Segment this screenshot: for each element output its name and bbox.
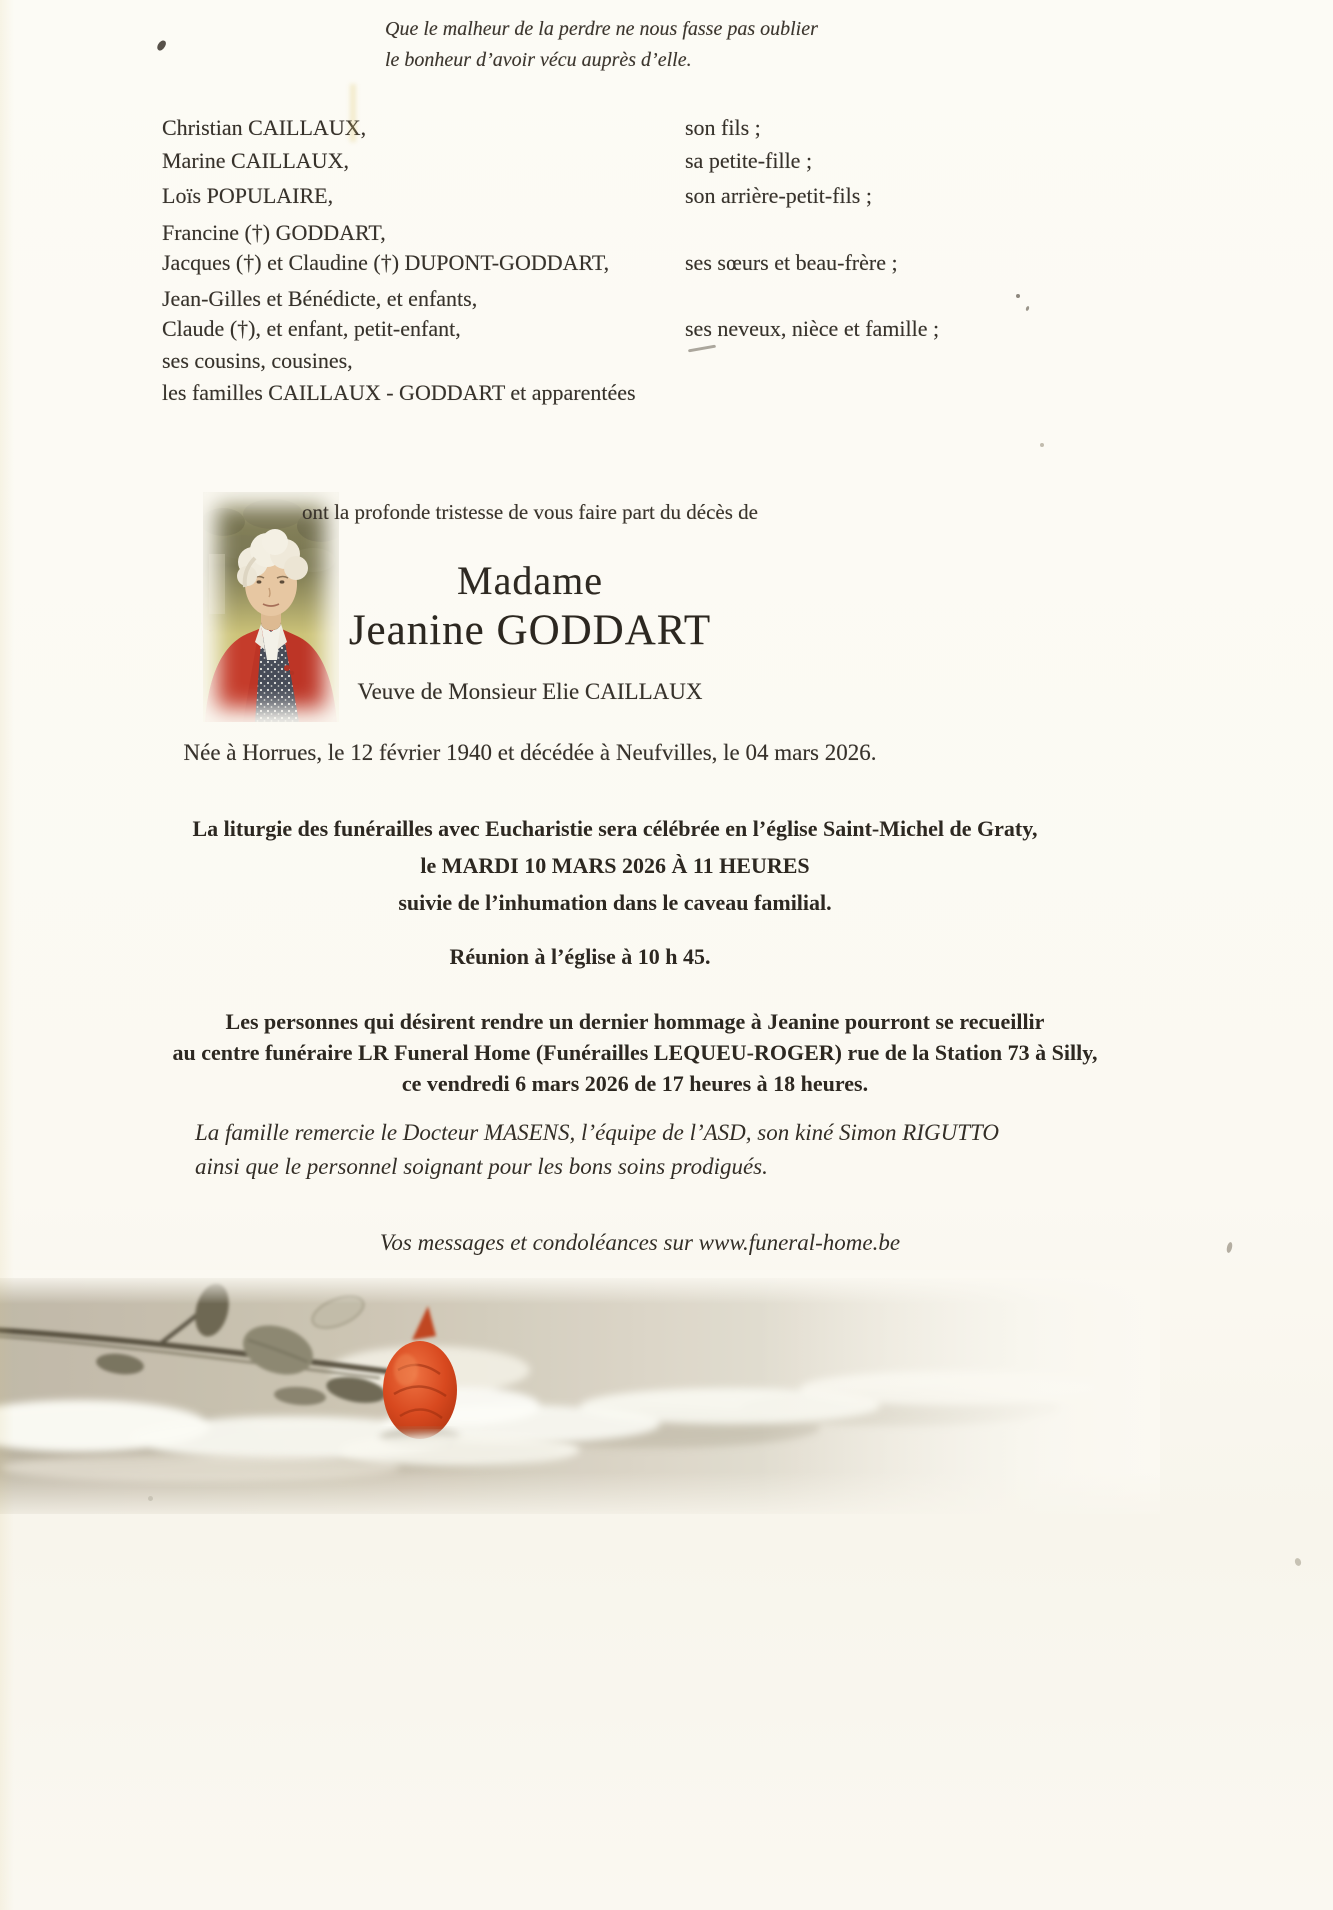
family-row — [162, 285, 1242, 312]
epigraph-line: le bonheur d’avoir vécu auprès d’elle. — [385, 49, 692, 71]
family-list — [162, 114, 1242, 406]
announcement-intro: ont la profonde tristesse de vous faire part du décès de — [301, 500, 758, 524]
family-row — [162, 379, 1242, 406]
family-row — [162, 249, 1242, 276]
family-relation — [685, 347, 1242, 374]
rose-on-beach-photo — [0, 1278, 1160, 1514]
family-relation: son fils ; — [685, 115, 761, 140]
thanks-paragraph — [195, 1116, 999, 1184]
deceased-name: Jeanine GODDART — [348, 607, 712, 654]
family-row — [162, 114, 1242, 141]
family-member: Claude (†), et enfant, petit-enfant, — [162, 316, 461, 341]
family-relation: ses neveux, nièce et famille ; — [685, 316, 940, 341]
family-member: Loïs POPULAIRE, — [162, 183, 334, 208]
family-member: les familles CAILLAUX - GODDART et apparentées — [162, 380, 636, 405]
homage-line: ce vendredi 6 mars 2026 de 17 heures à 18 heures. — [401, 1071, 869, 1096]
family-member: Jacques (†) et Claudine (†) DUPONT-GODDART, — [162, 250, 610, 275]
ceremony-line: le MARDI 10 MARS 2026 À 11 HEURES — [420, 853, 810, 878]
homage-line: Les personnes qui désirent rendre un dernier hommage à Jeanine pourront se recueillir — [225, 1009, 1045, 1034]
scan-artifact — [156, 39, 167, 52]
family-row — [162, 347, 1242, 374]
scan-artifact — [1040, 443, 1044, 447]
family-relation: son arrière-petit-fils ; — [685, 183, 872, 208]
reunion-line: Réunion à l’église à 10 h 45. — [449, 944, 711, 969]
announcement — [0, 500, 1060, 705]
ceremony-line: suivie de l’inhumation dans le caveau familial. — [398, 890, 832, 915]
family-relation: ses sœurs et beau-frère ; — [685, 250, 898, 275]
ceremony-line: La liturgie des funérailles avec Eucharistie sera célébrée en l’église Saint-Michel de Graty, — [192, 816, 1038, 841]
homage-line: au centre funéraire LR Funeral Home (Funérailles LEQUEU-ROGER) rue de la Station 73 à Silly, — [172, 1040, 1098, 1065]
online-condolences-line: Vos messages et condoléances sur www.funeral-home.be — [379, 1230, 901, 1255]
family-member: Christian CAILLAUX, — [162, 115, 367, 140]
family-row — [162, 219, 1242, 246]
family-row — [162, 182, 1242, 209]
scan-artifact — [1294, 1557, 1302, 1567]
epigraph-line: Que le malheur de la perdre ne nous fasse pas oublier — [385, 18, 818, 40]
family-member: Francine (†) GODDART, — [162, 220, 386, 245]
honorific: Madame — [457, 558, 603, 603]
homage-paragraph — [0, 1006, 1270, 1099]
family-relation — [685, 379, 1242, 406]
family-relation — [685, 285, 1242, 312]
life-dates-line: Née à Horrues, le 12 février 1940 et décédée à Neufvilles, le 04 mars 2026. — [183, 740, 877, 765]
family-relation — [685, 219, 1242, 246]
family-row — [162, 147, 1242, 174]
epigraph — [385, 14, 818, 76]
family-member: Marine CAILLAUX, — [162, 148, 349, 173]
thanks-line: La famille remercie le Docteur MASENS, l’équipe de l’ASD, son kiné Simon RIGUTTO — [195, 1120, 1000, 1145]
ceremony-paragraph — [0, 810, 1230, 921]
family-member: Jean-Gilles et Bénédicte, et enfants, — [162, 286, 478, 311]
family-relation: sa petite-fille ; — [685, 148, 813, 173]
family-member: ses cousins, cousines, — [162, 348, 353, 373]
family-row — [162, 315, 1242, 342]
widow-line: Veuve de Monsieur Elie CAILLAUX — [357, 679, 703, 704]
thanks-line: ainsi que le personnel soignant pour les bons soins prodigués. — [195, 1154, 768, 1179]
